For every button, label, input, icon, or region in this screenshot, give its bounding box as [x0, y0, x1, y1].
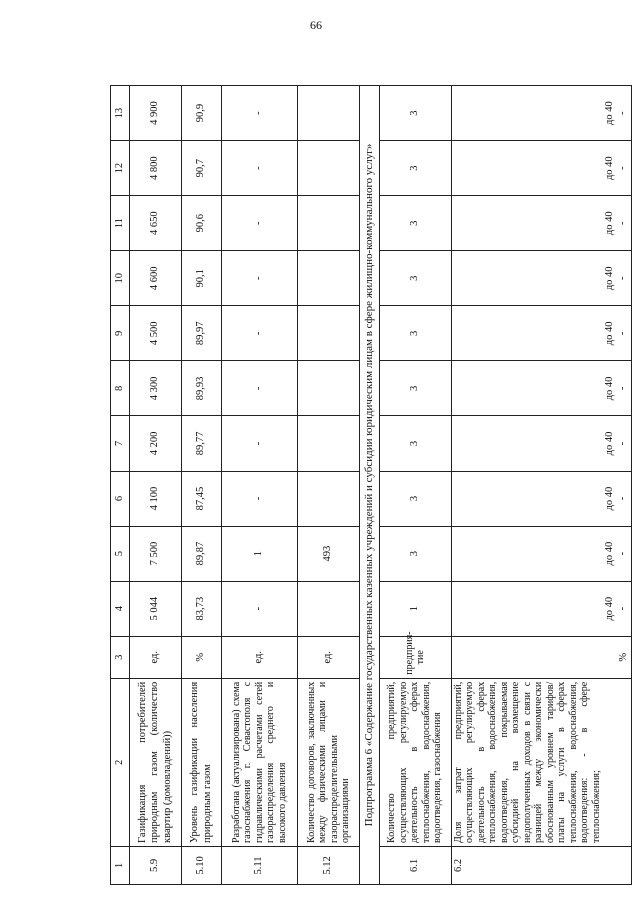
- unit-cell: %: [451, 636, 631, 678]
- value-cell: [451, 86, 631, 141]
- indicator-name: Количество договоров, заключенных между физическими лицами и газораспределительными организациями: [298, 678, 360, 846]
- value-cell: 4 100: [130, 471, 182, 526]
- header-cell: 1: [111, 846, 130, 884]
- value-cell: [451, 251, 631, 306]
- value-cell: [451, 526, 631, 581]
- value-cell: [451, 416, 631, 471]
- value-text: до 40: [603, 486, 615, 511]
- value-cell: [451, 471, 631, 526]
- header-cell: 13: [111, 86, 130, 141]
- value-cell: -: [222, 251, 298, 306]
- value-cell: 4 200: [130, 416, 182, 471]
- row-number: 5.12: [298, 846, 360, 884]
- value-cell: [451, 306, 631, 361]
- dash-text: -: [616, 111, 628, 115]
- value-cell: 1: [222, 526, 298, 581]
- dash-text: -: [616, 166, 628, 170]
- value-cell: -: [222, 196, 298, 251]
- value-cell: 89,97: [182, 306, 222, 361]
- table-row: [130, 86, 182, 885]
- value-cell: 3: [379, 196, 451, 251]
- dash-text: -: [616, 441, 628, 446]
- value-text: до 40: [603, 431, 615, 456]
- header-cell: 2: [111, 678, 130, 846]
- unit-cell: %: [182, 636, 222, 678]
- value-cell: 87,45: [182, 471, 222, 526]
- value-text: до 40: [603, 596, 615, 621]
- indicator-name: Уровень газификации населения природным газом: [182, 678, 222, 846]
- value-cell: 4 800: [130, 141, 182, 196]
- value-cell: -: [222, 141, 298, 196]
- value-cell: [298, 306, 360, 361]
- unit-cell: ед.: [298, 636, 360, 678]
- value-cell: 4 600: [130, 251, 182, 306]
- header-cell: 4: [111, 581, 130, 636]
- value-cell: [451, 361, 631, 416]
- table-row: [182, 86, 222, 885]
- value-cell: -: [222, 581, 298, 636]
- value-cell: -: [222, 86, 298, 141]
- value-text: до 40: [603, 211, 615, 236]
- value-cell: -: [222, 471, 298, 526]
- value-cell: 3: [379, 361, 451, 416]
- value-cell: 89,93: [182, 361, 222, 416]
- unit-cell: ед.: [222, 636, 298, 678]
- value-cell: [451, 196, 631, 251]
- value-cell: 90,1: [182, 251, 222, 306]
- header-cell: 11: [111, 196, 130, 251]
- value-cell: 3: [379, 471, 451, 526]
- rotated-table-container: [110, 85, 629, 885]
- value-cell: [298, 581, 360, 636]
- value-cell: 493: [298, 526, 360, 581]
- value-text: до 40: [603, 101, 615, 125]
- dash-text: -: [616, 221, 628, 225]
- indicator-name: Доля затрат предприятий, осуществляющих регулируемую деятельность в сферах теплоснабжения, водоснабжения, водоотведения, покрываемая субсидией на возмещение недополученных доходов в связи с разницей между экономически обоснованным уровнем тарифов/платы на услуги в сферах теплоснабжения, водоснабжения, водоотведения: - в сфере теплоснабжения;: [451, 678, 631, 846]
- dash-text: -: [616, 276, 628, 281]
- value-text: до 40: [603, 156, 615, 181]
- table-row: [298, 86, 360, 885]
- table-row: [451, 86, 631, 885]
- value-cell: [298, 416, 360, 471]
- value-cell: 3: [379, 416, 451, 471]
- header-cell: 10: [111, 251, 130, 306]
- value-cell: [298, 361, 360, 416]
- header-cell: 6: [111, 471, 130, 526]
- indicator-name: Количество предприятий, осуществляющих регулируемую деятельность в сферах теплоснабжения, водоснабжения, водоотведения, газоснабжения: [379, 678, 451, 846]
- value-cell: 4 900: [130, 86, 182, 141]
- value-cell: [451, 581, 631, 636]
- value-text: до 40: [603, 321, 615, 346]
- value-cell: [298, 196, 360, 251]
- value-cell: [451, 141, 631, 196]
- value-cell: 3: [379, 526, 451, 581]
- value-cell: 1: [379, 581, 451, 636]
- value-cell: 89,87: [182, 526, 222, 581]
- value-cell: 3: [379, 306, 451, 361]
- row-number: 6.2: [451, 846, 631, 884]
- indicator-name: Разработана (актуализирована) схема газоснабжения г. Севастополя с гидравлическими расчетами сетей газораспределения среднего и высокого давления: [222, 678, 298, 846]
- value-cell: -: [222, 306, 298, 361]
- table-row: [222, 86, 298, 885]
- dash-text: -: [616, 386, 628, 391]
- header-cell: 3: [111, 636, 130, 678]
- header-cell: 5: [111, 526, 130, 581]
- value-cell: 90,6: [182, 196, 222, 251]
- value-cell: 4 500: [130, 306, 182, 361]
- indicator-name: Газификация потребителей природным газом (количество квартир (домовладений)): [130, 678, 182, 846]
- unit-cell: предприя-тие: [379, 636, 451, 678]
- value-cell: 89,77: [182, 416, 222, 471]
- dash-text: -: [616, 331, 628, 336]
- value-cell: 4 300: [130, 361, 182, 416]
- value-cell: 7 500: [130, 526, 182, 581]
- value-cell: 3: [379, 251, 451, 306]
- value-cell: 83,73: [182, 581, 222, 636]
- value-text: до 40: [603, 376, 615, 401]
- header-cell: 8: [111, 361, 130, 416]
- dash-text: -: [616, 551, 628, 556]
- value-cell: -: [222, 416, 298, 471]
- table-row: [379, 86, 451, 885]
- value-cell: 5 044: [130, 581, 182, 636]
- unit-cell: ед.: [130, 636, 182, 678]
- row-number: 5.11: [222, 846, 298, 884]
- value-cell: -: [222, 361, 298, 416]
- value-cell: [298, 251, 360, 306]
- indicators-table: [110, 85, 632, 885]
- value-cell: [298, 471, 360, 526]
- row-number: 5.10: [182, 846, 222, 884]
- subprogram-title: Подпрограмма 6 «Содержание государственных казенных учреждений и субсидии юридическим лицам в сфере жилищно-коммунального услуг»: [360, 86, 380, 885]
- value-text: до 40: [603, 266, 615, 291]
- header-row: [111, 86, 130, 885]
- value-cell: [298, 141, 360, 196]
- header-cell: 7: [111, 416, 130, 471]
- dash-text: -: [616, 606, 628, 611]
- value-text: до 40: [603, 541, 615, 566]
- value-cell: 90,7: [182, 141, 222, 196]
- header-cell: 12: [111, 141, 130, 196]
- value-cell: 3: [379, 141, 451, 196]
- row-number: 6.1: [379, 846, 451, 884]
- dash-text: -: [616, 496, 628, 501]
- value-cell: [298, 86, 360, 141]
- value-cell: 4 650: [130, 196, 182, 251]
- header-cell: 9: [111, 306, 130, 361]
- page-number: 66: [310, 18, 322, 32]
- value-cell: 3: [379, 86, 451, 141]
- value-cell: 90,9: [182, 86, 222, 141]
- row-number: 5.9: [130, 846, 182, 884]
- subprogram-row: [360, 86, 380, 885]
